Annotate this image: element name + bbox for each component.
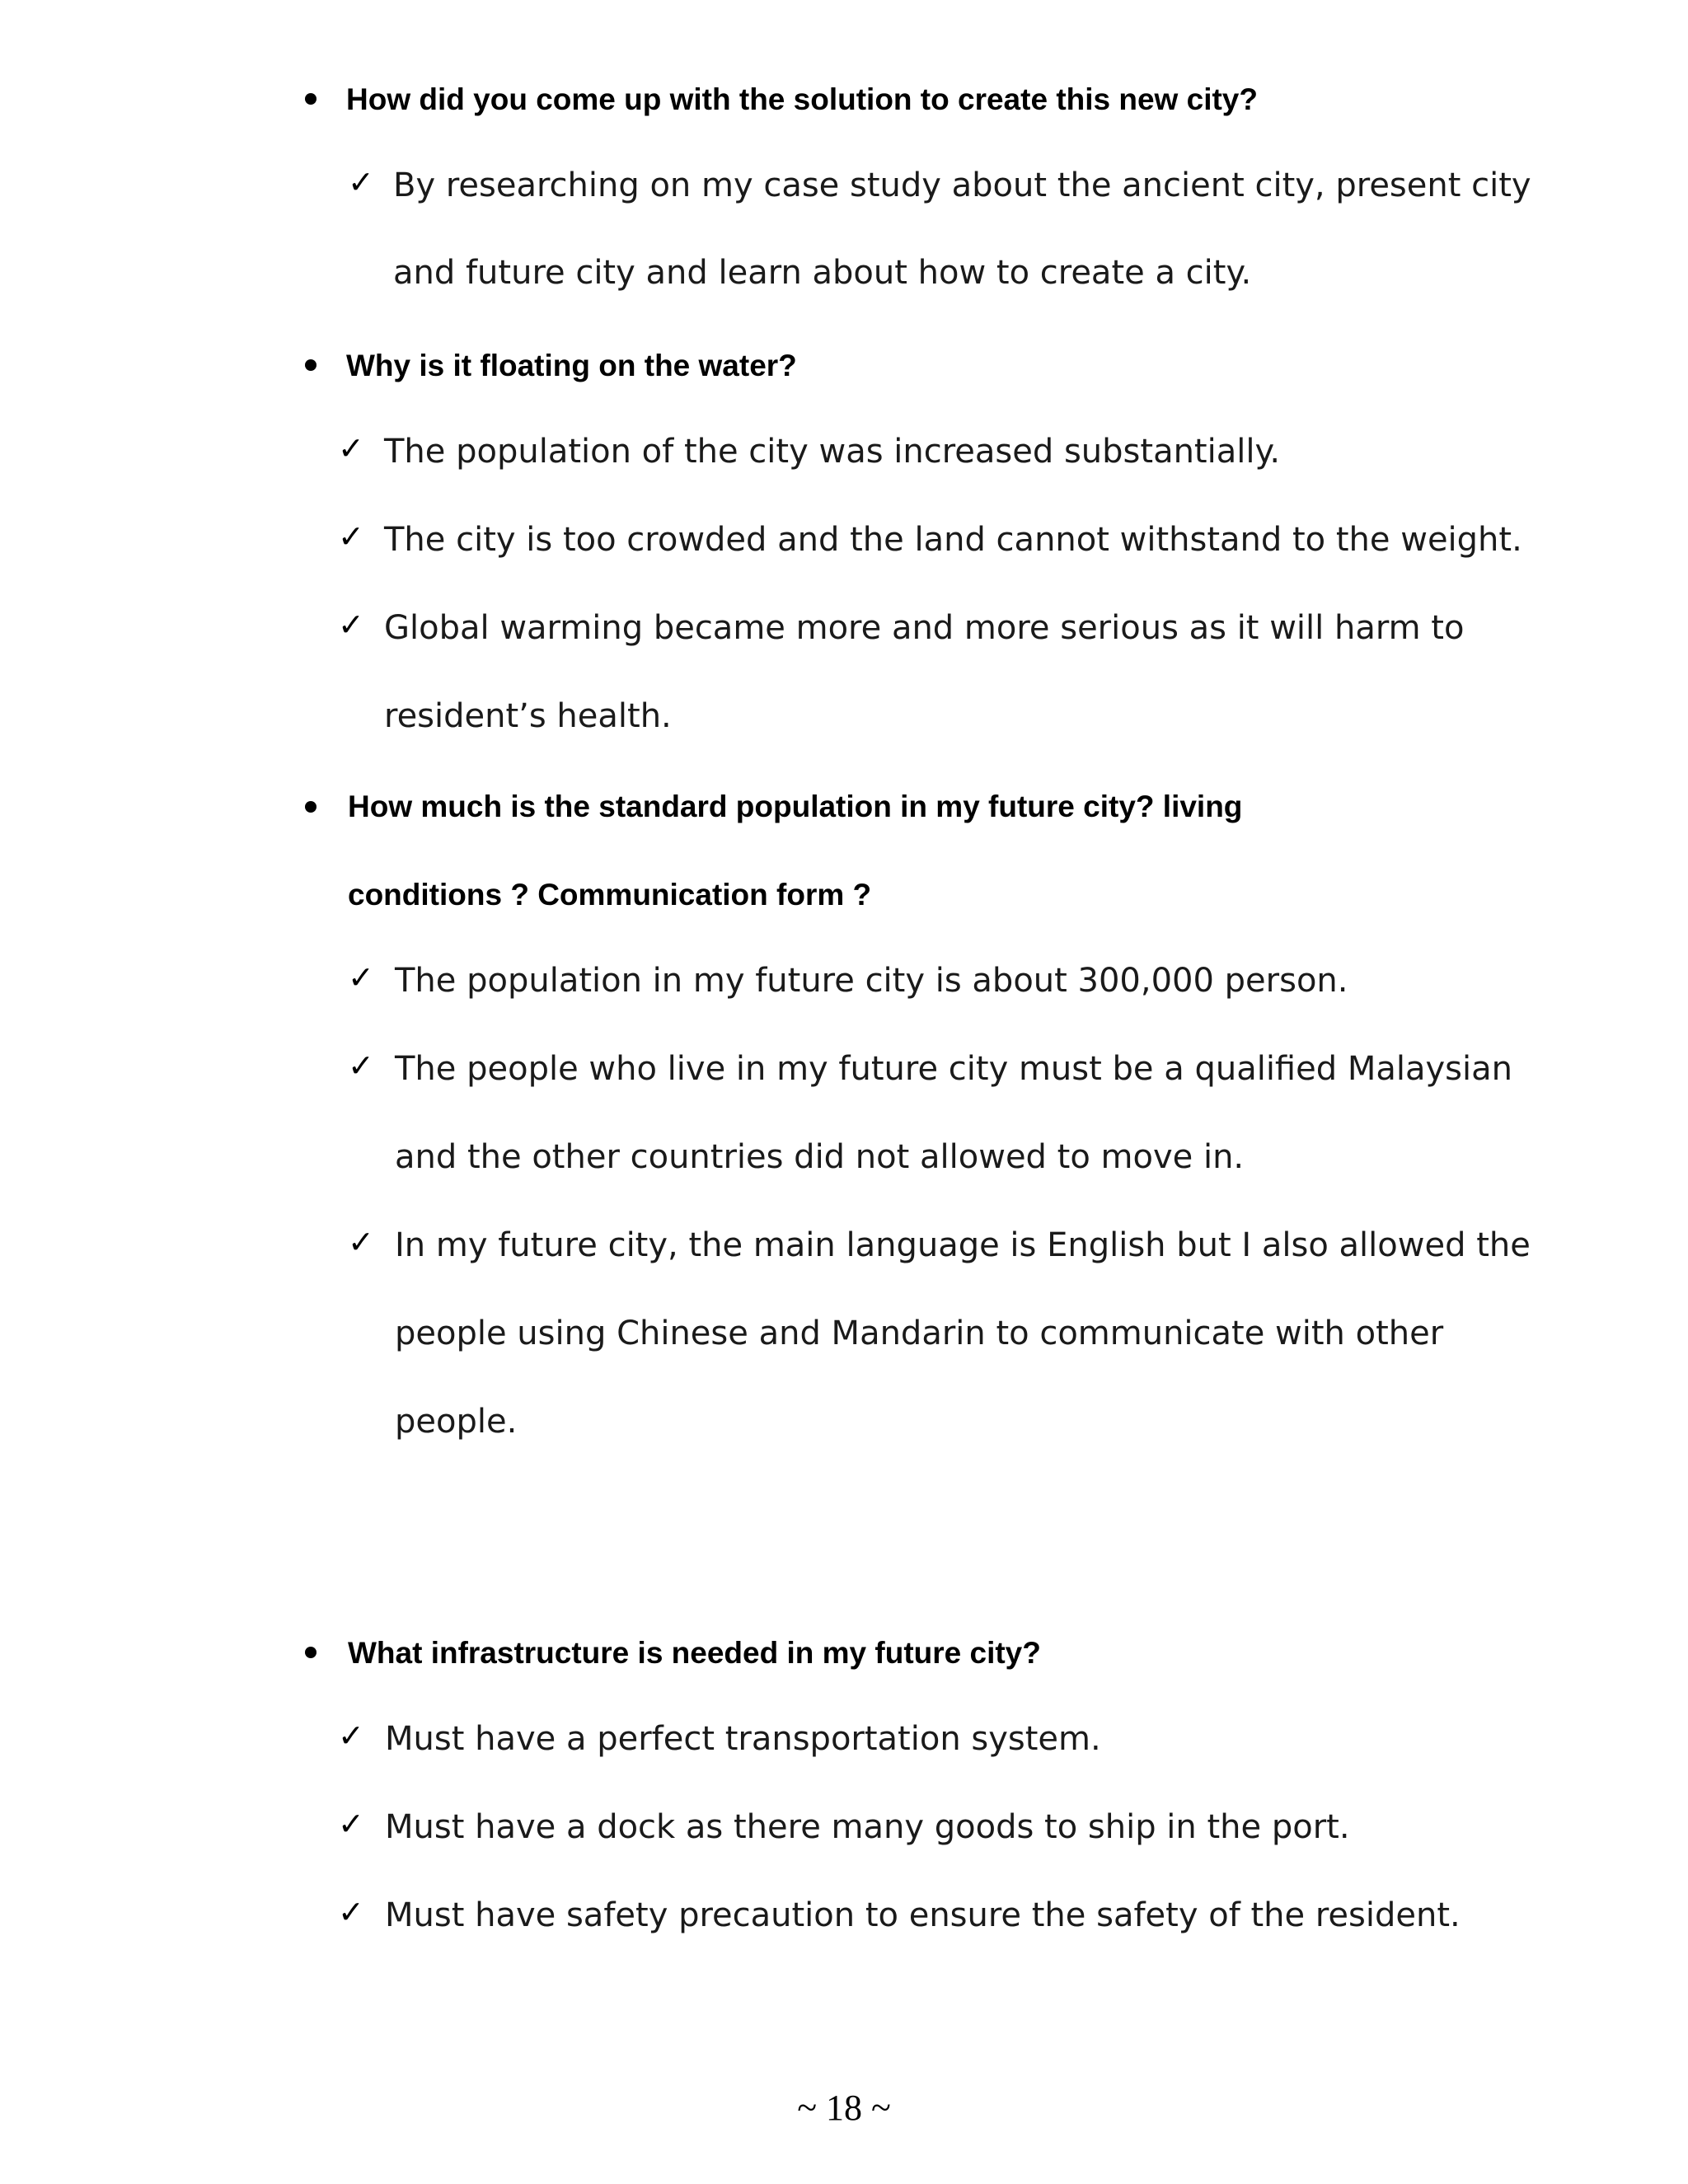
bullet-icon bbox=[305, 359, 316, 371]
check-mark-icon: ✓ bbox=[338, 1894, 364, 1930]
question-heading: What infrastructure is needed in my future city? bbox=[348, 1636, 1041, 1670]
question-heading: conditions ? Communication form ? bbox=[348, 878, 872, 912]
answer-line: The city is too crowded and the land cannot withstand to the weight. bbox=[384, 521, 1522, 559]
check-mark-icon: ✓ bbox=[348, 1224, 374, 1260]
check-mark-icon: ✓ bbox=[338, 1806, 364, 1842]
check-mark-icon: ✓ bbox=[338, 430, 364, 466]
check-mark-icon: ✓ bbox=[338, 607, 364, 643]
answer-line: and future city and learn about how to create a city. bbox=[393, 254, 1252, 292]
answer-line: The people who live in my future city must be a qualified Malaysian bbox=[395, 1050, 1512, 1088]
bullet-icon bbox=[305, 1647, 316, 1658]
check-mark-icon: ✓ bbox=[348, 1047, 374, 1084]
question-heading: How much is the standard population in my future city? living bbox=[348, 790, 1243, 823]
answer-line: people using Chinese and Mandarin to communicate with other bbox=[395, 1315, 1444, 1352]
answer-line: resident’s health. bbox=[384, 697, 672, 735]
bullet-icon bbox=[305, 93, 316, 105]
answer-line: Must have a perfect transportation system. bbox=[385, 1720, 1101, 1758]
answer-line: Global warming became more and more serious as it will harm to bbox=[384, 609, 1465, 647]
check-mark-icon: ✓ bbox=[338, 518, 364, 555]
answer-line: people. bbox=[395, 1403, 518, 1441]
answer-line: The population in my future city is about 300,000 person. bbox=[395, 962, 1348, 1000]
page-number: ~ 18 ~ bbox=[797, 2088, 891, 2128]
bullet-icon bbox=[305, 801, 316, 813]
answer-line: By researching on my case study about the ancient city, present city bbox=[393, 166, 1531, 204]
check-mark-icon: ✓ bbox=[338, 1718, 364, 1754]
answer-line: The population of the city was increased substantially. bbox=[384, 433, 1281, 471]
question-heading: How did you come up with the solution to create this new city? bbox=[346, 82, 1258, 116]
question-heading: Why is it floating on the water? bbox=[346, 349, 797, 382]
answer-line: Must have safety precaution to ensure the safety of the resident. bbox=[385, 1896, 1461, 1934]
answer-line: In my future city, the main language is English but I also allowed the bbox=[395, 1226, 1531, 1264]
answer-line: Must have a dock as there many goods to ship in the port. bbox=[385, 1808, 1350, 1846]
answer-line: and the other countries did not allowed to move in. bbox=[395, 1138, 1245, 1176]
check-mark-icon: ✓ bbox=[348, 959, 374, 996]
check-mark-icon: ✓ bbox=[348, 164, 374, 200]
